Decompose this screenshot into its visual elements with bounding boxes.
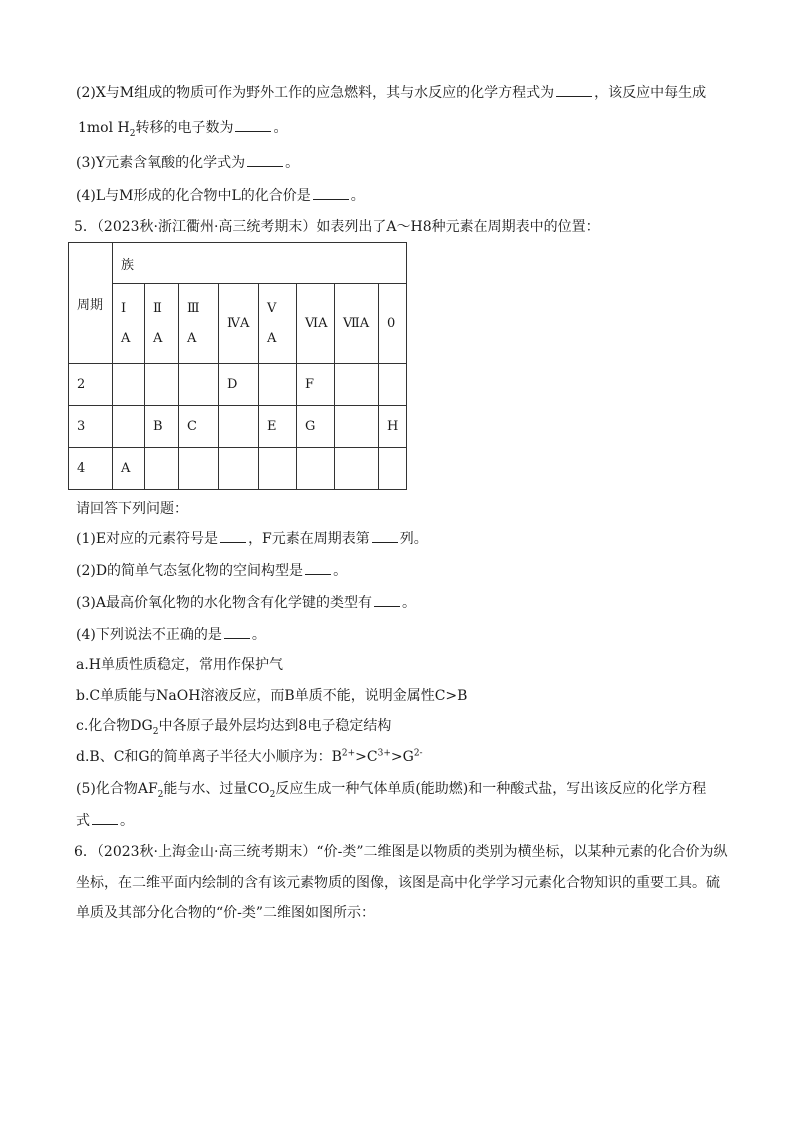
table-cell: G xyxy=(297,406,335,448)
q6-line2: 坐标，在二维平面内绘制的含有该元素物质的图像，该图是高中化学学习元素化合物知识的重要工具。硫 xyxy=(76,875,720,891)
header-period: 周期 xyxy=(69,243,113,364)
answer-blank[interactable] xyxy=(235,117,271,132)
table-cell: E xyxy=(259,406,297,448)
answer-blank[interactable] xyxy=(313,185,349,200)
q5-option-a: a.H单质性质稳定，常用作保护气 xyxy=(76,657,284,673)
period-label: 4 xyxy=(69,448,113,490)
group-label: ⅦA xyxy=(335,284,379,364)
table-cell xyxy=(379,364,407,406)
period-label: 3 xyxy=(69,406,113,448)
q5-sub3: (3)A最高价氧化物的水化物含有化学键的类型有 。 xyxy=(76,592,416,613)
q5-option-d: d.B、C和G的简单离子半径大小顺序为：$B^{2+}>C^{3+}>G^{2-}$ xyxy=(76,748,423,765)
group-label: Ⅱ A xyxy=(145,284,179,364)
answer-blank[interactable] xyxy=(556,82,592,97)
table-cell: B xyxy=(145,406,179,448)
table-cell xyxy=(113,364,145,406)
q6-line3: 单质及其部分化合物的“价-类”二维图如图所示： xyxy=(76,905,376,921)
group-label: I A xyxy=(113,284,145,364)
table-cell: H xyxy=(379,406,407,448)
table-cell xyxy=(259,364,297,406)
answer-blank[interactable] xyxy=(220,528,246,543)
q4-part4: (4)L与M形成的化合物中L的化合价是 。 xyxy=(76,185,365,206)
table-cell xyxy=(379,448,407,490)
table-row xyxy=(69,364,407,406)
table-cell: D xyxy=(219,364,259,406)
table-cell xyxy=(335,406,379,448)
group-label: ⅣA xyxy=(219,284,259,364)
table-cell xyxy=(335,364,379,406)
q5-sub4: (4)下列说法不正确的是 。 xyxy=(76,624,266,645)
table-row xyxy=(69,406,407,448)
q5-intro: 5．（2023秋·浙江衢州·高三统考期末）如表列出了A～H8种元素在周期表中的位置： xyxy=(74,219,600,235)
answer-blank[interactable] xyxy=(92,810,118,825)
table-cell xyxy=(145,364,179,406)
q4-part2-line1: (2)X与M组成的物质可作为野外工作的应急燃料，其与水反应的化学方程式为 ，该反应中每生成 xyxy=(76,82,706,103)
period-label: 2 xyxy=(69,364,113,406)
answer-blank[interactable] xyxy=(305,560,331,575)
group-label: 0 xyxy=(379,284,407,364)
q6-line1: 6．（2023秋·上海金山·高三统考期末）“价-类”二维图是以物质的类别为横坐标，以某种元素的化合价为纵 xyxy=(74,844,728,860)
table-cell: F xyxy=(297,364,335,406)
answer-blank[interactable] xyxy=(224,624,250,639)
table-cell xyxy=(297,448,335,490)
q5-option-c: c.化合物$DG_2$中各原子最外层均达到8电子稳定结构 xyxy=(76,718,392,737)
table-cell: C xyxy=(179,406,219,448)
table-cell xyxy=(113,406,145,448)
q5-sub2: (2)D的简单气态氢化物的空间构型是 。 xyxy=(76,560,347,581)
table-cell xyxy=(179,448,219,490)
answer-blank[interactable] xyxy=(374,592,400,607)
q5-sub1: (1)E对应的元素符号是 ，F元素在周期表第 列。 xyxy=(76,528,428,549)
answer-blank[interactable] xyxy=(372,528,398,543)
q5-option-b: b.C单质能与NaOH溶液反应，而B单质不能，说明金属性C>B xyxy=(76,688,468,704)
group-label: ⅥA xyxy=(297,284,335,364)
table-cell xyxy=(335,448,379,490)
periodic-table xyxy=(68,242,407,490)
q4-part2-line2: 1mol $H_2$转移的电子数为 。 xyxy=(78,117,287,138)
table-cell xyxy=(219,448,259,490)
table-cell xyxy=(145,448,179,490)
table-row xyxy=(69,448,407,490)
header-group: 族 xyxy=(113,243,407,284)
answer-blank[interactable] xyxy=(247,152,283,167)
table-cell xyxy=(219,406,259,448)
table-cell xyxy=(179,364,219,406)
q5-prompt: 请回答下列问题： xyxy=(76,501,188,517)
table-cell: A xyxy=(113,448,145,490)
group-label: Ⅲ A xyxy=(179,284,219,364)
table-cell xyxy=(259,448,297,490)
q5-sub5-line1: (5)化合物$AF_2$能与水、过量$CO_2$反应生成一种气体单质(能助燃)和一种酸式盐，写出该反应的化学方程 xyxy=(76,781,707,800)
group-label: V A xyxy=(259,284,297,364)
q5-sub5-line2: 式 。 xyxy=(76,810,134,831)
q4-part3: (3)Y元素含氧酸的化学式为 。 xyxy=(76,152,299,173)
group-header-row xyxy=(69,284,407,364)
